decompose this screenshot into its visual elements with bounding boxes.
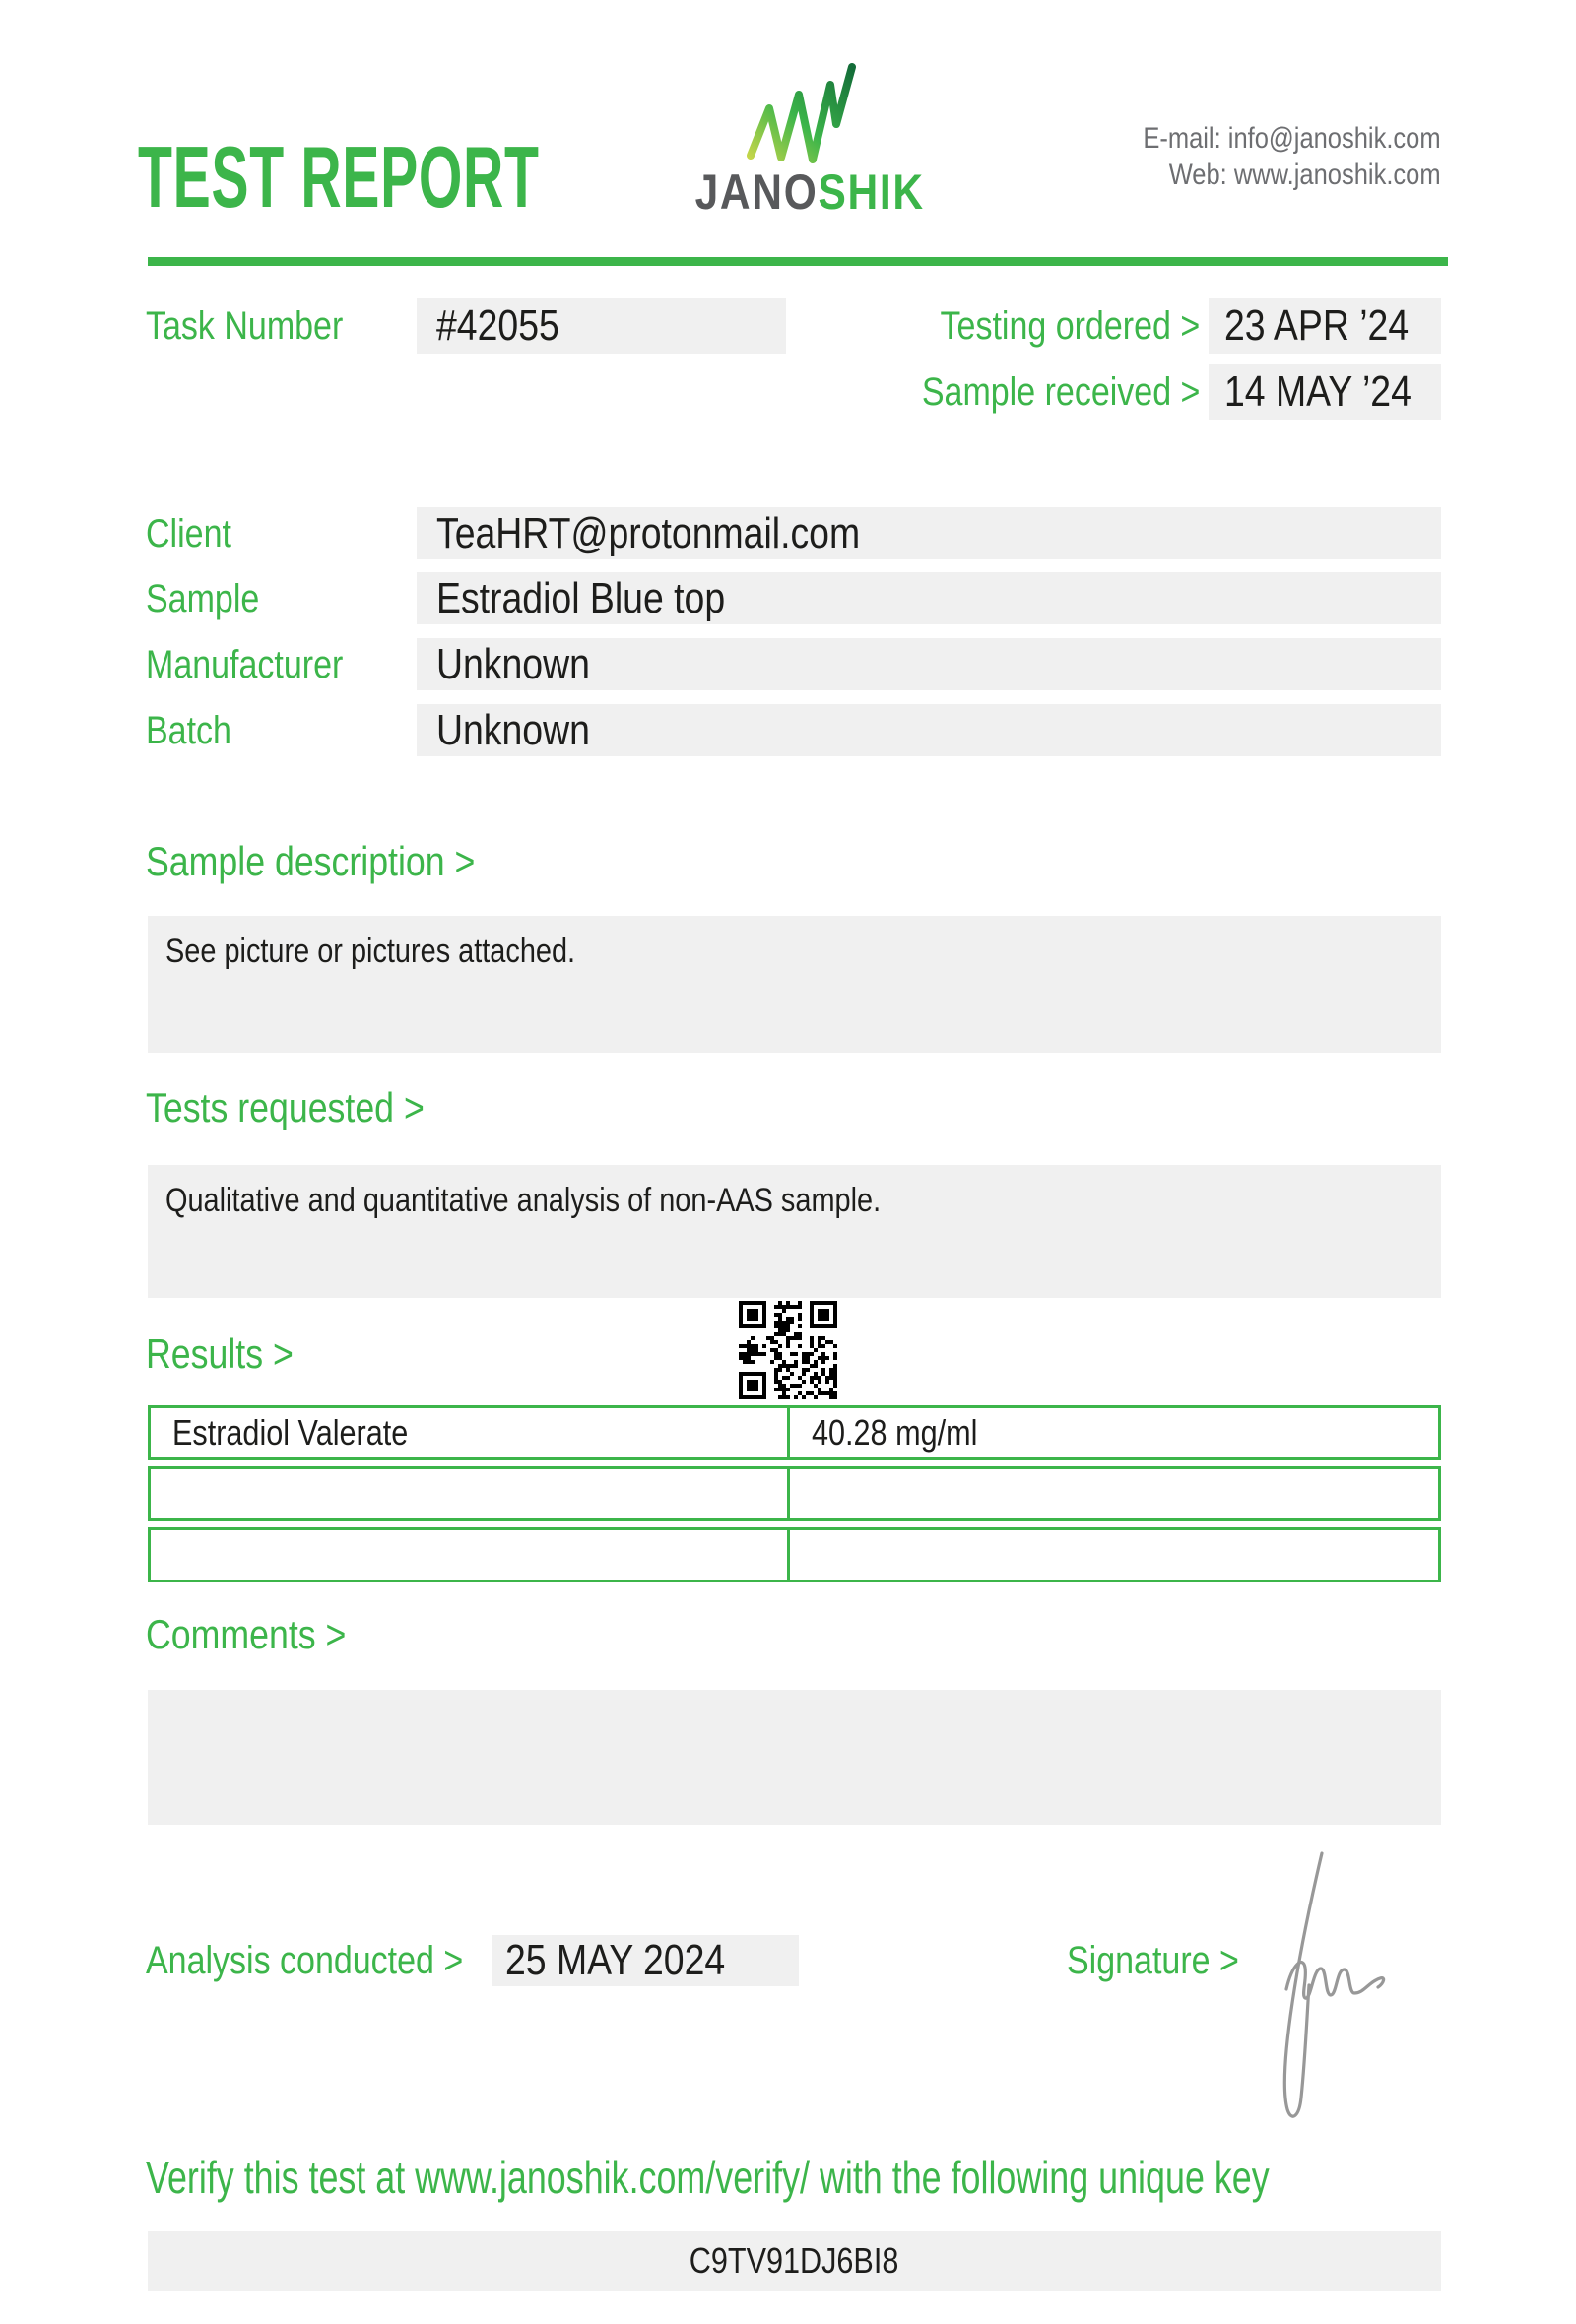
tests-requested-box: Qualitative and quantitative analysis of non-AAS sample.	[148, 1165, 1441, 1298]
comments-heading: Comments >	[146, 1611, 347, 1657]
result-amount-cell	[787, 1527, 1441, 1582]
result-substance-cell	[148, 1466, 790, 1521]
sample-value: Estradiol Blue top	[417, 572, 1441, 624]
task-number-value: #42055	[417, 298, 786, 354]
sample-description-box: See picture or pictures attached.	[148, 916, 1441, 1053]
page-title: TEST REPORT	[138, 128, 540, 226]
testing-ordered-value: 23 APR ’24	[1209, 298, 1441, 354]
manufacturer-value: Unknown	[417, 638, 1441, 690]
sample-label: Sample	[146, 576, 260, 620]
task-number-label: Task Number	[146, 304, 344, 348]
results-row	[148, 1466, 1441, 1521]
result-substance-cell: Estradiol Valerate	[148, 1405, 790, 1460]
sample-received-value: 14 MAY ’24	[1209, 364, 1441, 420]
rising-chart-icon	[744, 59, 857, 163]
results-row	[148, 1405, 1441, 1460]
batch-value: Unknown	[417, 704, 1441, 756]
result-amount-cell: 40.28 mg/ml	[787, 1405, 1441, 1460]
analysis-conducted-label: Analysis conducted >	[146, 1939, 464, 1982]
sample-description-heading: Sample description >	[146, 838, 476, 884]
batch-label: Batch	[146, 708, 231, 752]
client-label: Client	[146, 511, 231, 555]
testing-ordered-label: Testing ordered >	[940, 304, 1200, 348]
comments-box	[148, 1690, 1441, 1825]
web-value: www.janoshik.com	[1234, 159, 1441, 191]
result-substance-cell	[148, 1527, 790, 1582]
web-label: Web:	[1169, 159, 1228, 191]
qr-code	[739, 1301, 837, 1399]
sample-received-label: Sample received >	[921, 370, 1200, 414]
email-label: E-mail:	[1143, 122, 1222, 155]
results-row	[148, 1527, 1441, 1582]
logo-shik: SHIK	[818, 164, 925, 220]
contact-info	[1090, 120, 1441, 193]
email-value: info@janoshik.com	[1228, 122, 1441, 155]
signature-label: Signature >	[1067, 1939, 1239, 1982]
janoshik-logo-text	[675, 164, 925, 220]
contact-web-line	[1090, 157, 1441, 193]
analysis-date-value: 25 MAY 2024	[492, 1935, 799, 1986]
header-divider	[148, 257, 1448, 266]
unique-key-box: C9TV91DJ6BI8	[148, 2231, 1441, 2291]
logo-jano: JANO	[694, 164, 819, 220]
results-heading: Results >	[146, 1330, 294, 1377]
client-value: TeaHRT@protonmail.com	[417, 507, 1441, 559]
contact-email-line	[1090, 120, 1441, 157]
results-table	[148, 1405, 1441, 1582]
signature-scribble	[1269, 1840, 1391, 2135]
result-amount-cell	[787, 1466, 1441, 1521]
tests-requested-heading: Tests requested >	[146, 1084, 425, 1130]
verify-instruction: Verify this test at www.janoshik.com/verify/ with the following unique key	[146, 2152, 1270, 2203]
manufacturer-label: Manufacturer	[146, 642, 344, 686]
